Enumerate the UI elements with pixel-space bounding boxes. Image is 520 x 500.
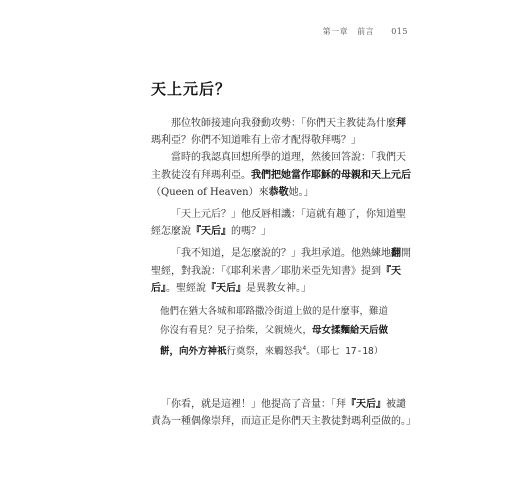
body-text	[151, 115, 413, 297]
chapter-label: 第一章	[322, 27, 349, 36]
section-label: 前言	[357, 27, 375, 36]
closing-text	[151, 396, 416, 430]
paragraph-2-text-end: 她。」	[288, 186, 314, 198]
paragraph-4-text-end: 是異教女神。」	[246, 282, 311, 294]
quote-body	[160, 303, 395, 362]
page-number: 015	[391, 27, 408, 36]
paragraph-2-english: （Queen of Heaven）來	[151, 186, 269, 198]
scripture-quote	[160, 303, 395, 362]
paragraph-4-text-3: 。聖經說	[166, 282, 206, 294]
paragraph-1	[151, 115, 413, 149]
paragraph-4-emphasis-3: 『天后』	[206, 282, 246, 294]
section-heading: 天上元后？	[151, 80, 232, 98]
running-header	[317, 26, 408, 37]
paragraph-2-emphasis: 我們把她當作耶穌的母親和天上元后	[251, 169, 411, 181]
paragraph-3-text-end: 的嗎？」	[231, 226, 271, 238]
paragraph-4-text-2: 開聖經，對我說：「《耶利米書／耶肋米亞先知書》提到	[151, 248, 411, 277]
quote-emphasis: 母女揉麵給天后做餅，向外方神祇	[160, 324, 389, 358]
closing-text-1: 「你看，就是這裡！」他提高了音量：「拜	[161, 399, 346, 410]
paragraph-1-text: 那位牧師接連向我發動攻勢：「你們天主教徒為什麼	[171, 118, 396, 129]
paragraph-3-emphasis: 『天后』	[191, 226, 231, 238]
paragraph-2	[151, 149, 413, 201]
paragraph-2-text: 當時的我認真回想所學的道理，然後回答說：「我們天主教徒沒有拜瑪利亞。	[151, 152, 406, 181]
quote-text-2: 行奠祭，來觸怒我	[226, 346, 303, 358]
paragraph-2-emphasis-2: 恭敬	[268, 186, 289, 198]
paragraph-1-text-end: 瑪利亞？你們不知道唯有上帝才配得敬拜嗎？」	[151, 135, 361, 147]
paragraph-4	[151, 245, 413, 297]
paragraph-4-text: 「我不知道，是怎麼說的？」我坦承道。他熟練地	[171, 248, 391, 260]
paragraph-1-emphasis: 拜	[396, 118, 406, 129]
paragraph-4-emphasis-2: 『天后』	[151, 265, 401, 294]
closing-emphasis: 『天后』	[346, 399, 386, 410]
footnote-marker: 4	[302, 345, 307, 352]
quote-text: 他們在猶大各城和耶路撒冷街道上做的是什麼事，難道你沒有看見？兒子拾柴，父親燒火，	[160, 306, 389, 336]
quote-citation: 。（耶七 17-18）	[306, 346, 384, 358]
paragraph-3-text: 「天上元后？」他反唇相譏：「這就有趣了，你知道聖經怎麼說	[151, 209, 406, 238]
closing-paragraph	[151, 396, 416, 430]
paragraph-4-emphasis: 翻	[391, 248, 401, 260]
closing-text-2: 被譴責為一種偶像崇拜，而這正是你們天主教徒對瑪利亞做的。」	[151, 399, 416, 428]
paragraph-3	[151, 206, 413, 240]
